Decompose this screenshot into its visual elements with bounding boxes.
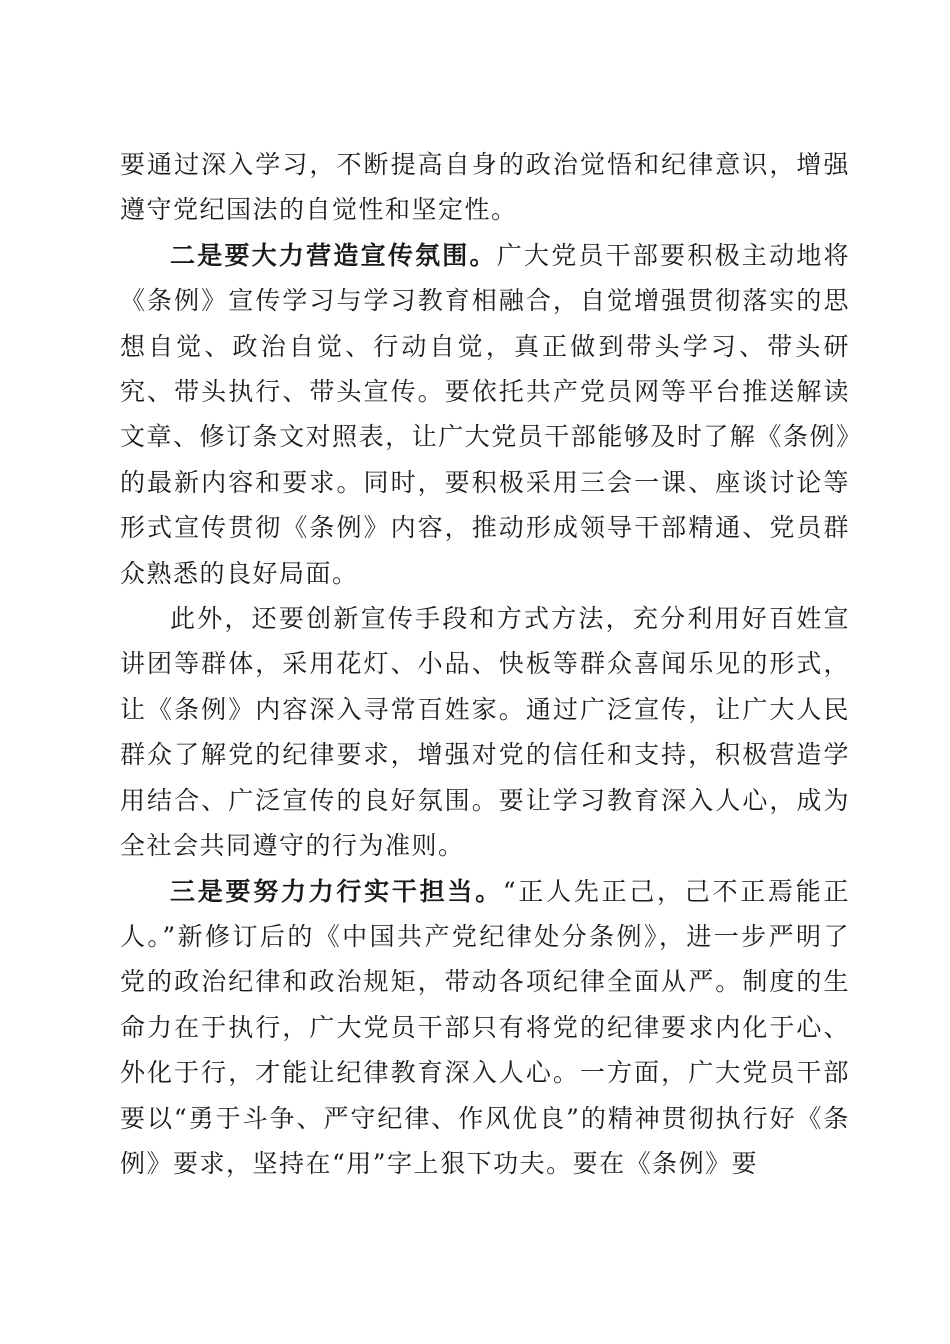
- paragraph-practical-action: [120, 869, 850, 1187]
- paragraph-innovative-publicity: [120, 596, 850, 868]
- paragraph-text: 要通过深入学习，不断提高自身的政治觉悟和纪律意识，增强遵守党纪国法的自觉性和坚定性。: [120, 150, 850, 225]
- paragraph-publicity-atmosphere: [120, 233, 850, 596]
- paragraph-heading: 二是要大力营造宣传氛围。: [170, 240, 497, 270]
- paragraph-heading: 三是要努力力行实干担当。: [170, 876, 503, 906]
- paragraph-text: 广大党员干部要积极主动地将《条例》宣传学习与学习教育相融合，自觉增强贯彻落实的思想自觉、政治自觉、行动自觉，真正做到带头学习、带头研究、带头执行、带头宣传。要依托共产党员网等平台推送解读文章、修订条文对照表，让广大党员干部能够及时了解《条例》的最新内容和要求。同时，要积极采用三会一课、座谈讨论等形式宣传贯彻《条例》内容，推动形成领导干部精通、党员群众熟悉的良好局面。: [120, 240, 850, 588]
- paragraph-text: 此外，还要创新宣传手段和方式方法，充分利用好百姓宣讲团等群体，采用花灯、小品、快板等群众喜闻乐见的形式，让《条例》内容深入寻常百姓家。通过广泛宣传，让广大人民群众了解党的纪律要求，增强对党的信任和支持，积极营造学用结合、广泛宣传的良好氛围。要让学习教育深入人心，成为全社会共同遵守的行为准则。: [120, 604, 850, 861]
- paragraph-text: “正人先正己，己不正焉能正人。”新修订后的《中国共产党纪律处分条例》，进一步严明了党的政治纪律和政治规矩，带动各项纪律全面从严。制度的生命力在于执行，广大党员干部只有将党的纪律要求内化于心、外化于行，才能让纪律教育深入人心。一方面，广大党员干部要以“勇于斗争、严守纪律、作风优良”的精神贯彻执行好《条例》要求，坚持在“用”字上狠下功夫。要在《条例》要: [120, 876, 850, 1178]
- document-body: [120, 142, 850, 1186]
- paragraph-continuation: [120, 142, 850, 233]
